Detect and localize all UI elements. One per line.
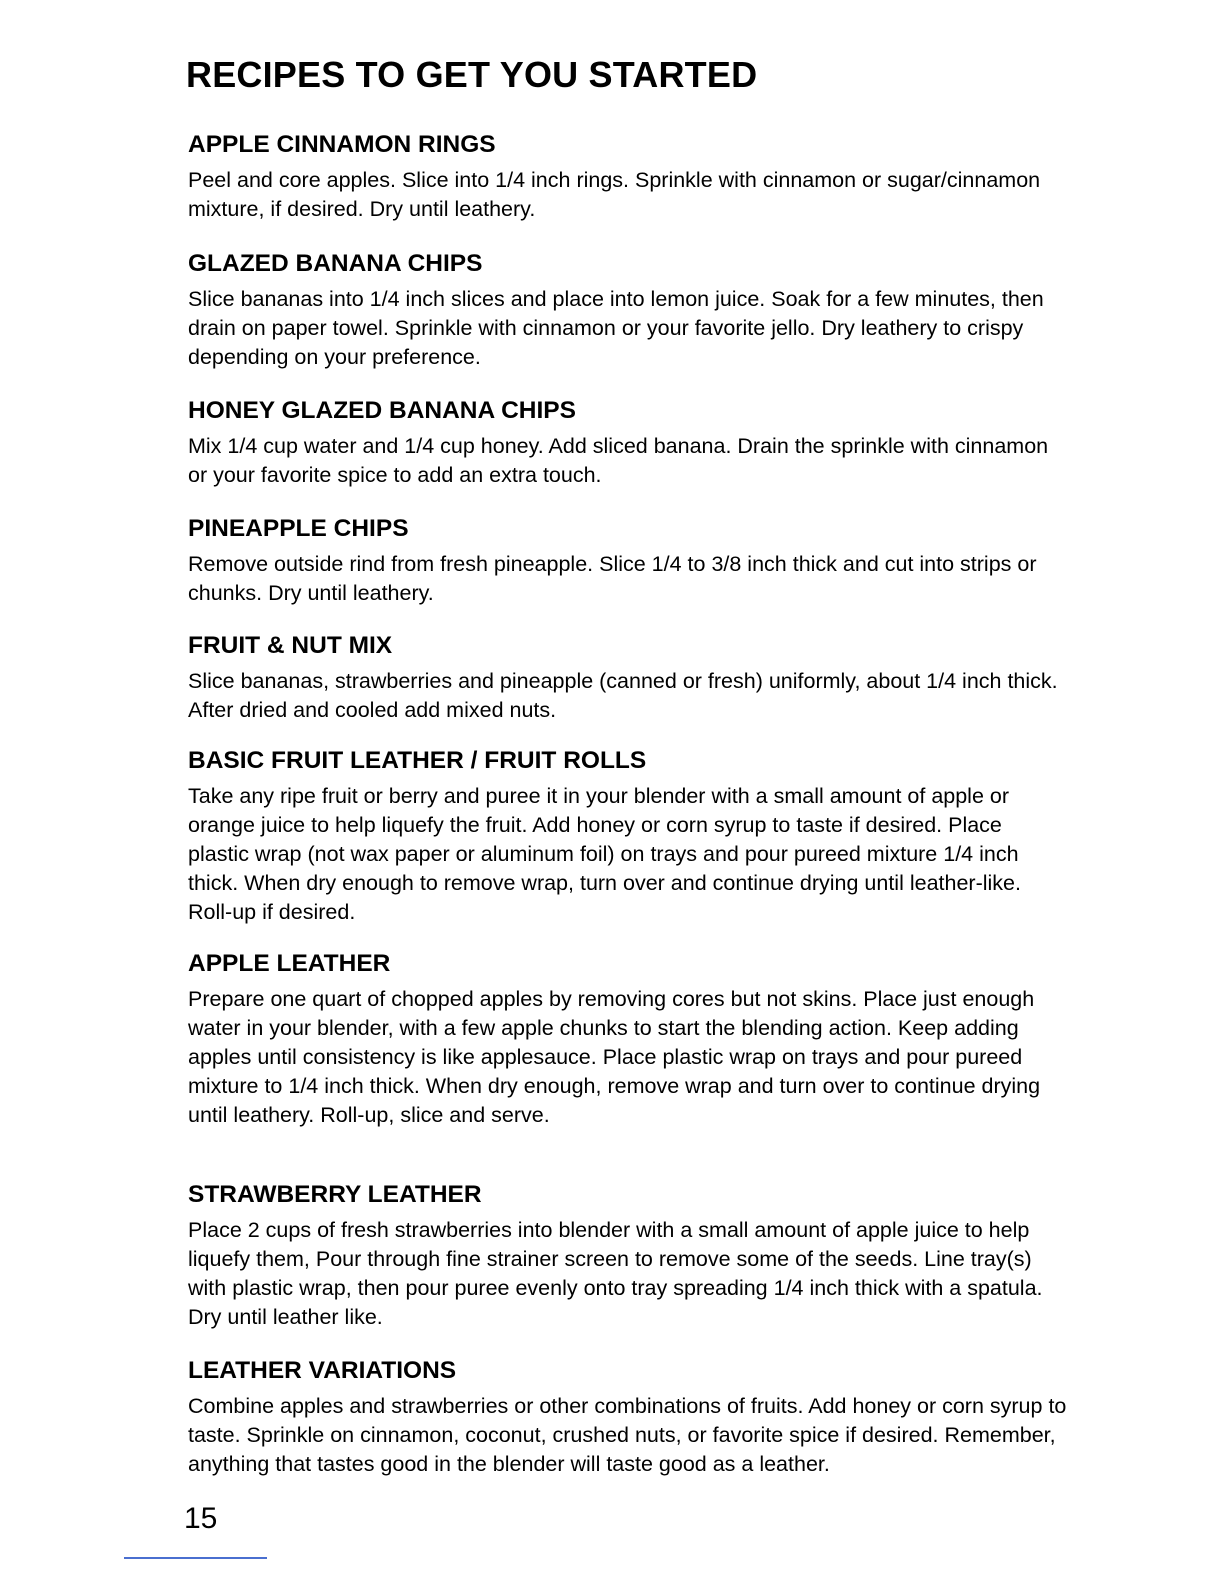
page-number: 15 — [184, 1502, 218, 1535]
recipe-glazed-banana-chips — [188, 249, 1068, 372]
recipe-instructions: Remove outside rind from fresh pineapple. Slice 1/4 to 3/8 inch thick and cut into strips or chunks. Dry until leathery. — [188, 552, 1037, 605]
recipe-basic-fruit-leather — [188, 746, 1068, 927]
recipe-instructions: Slice bananas, strawberries and pineapple (canned or fresh) uniformly, about 1/4 inch thick. After dried and cooled add mixed nuts. — [188, 669, 1058, 722]
recipe-title: BASIC FRUIT LEATHER / FRUIT ROLLS — [188, 747, 647, 774]
recipe-title: FRUIT & NUT MIX — [188, 632, 393, 659]
recipe-title: STRAWBERRY LEATHER — [188, 1181, 482, 1208]
footer-divider — [124, 1557, 267, 1559]
recipe-instructions: Slice bananas into 1/4 inch slices and place into lemon juice. Soak for a few minutes, then drain on paper towel. Sprinkle with cinnamon or your favorite jello. Dry leathery to crispy depending on your preference. — [188, 287, 1044, 369]
recipe-title: PINEAPPLE CHIPS — [188, 515, 409, 542]
recipe-instructions: Place 2 cups of fresh strawberries into blender with a small amount of apple juice to help liquefy them, Pour through fine strainer screen to remove some of the seeds. Line tray(s) with plastic wrap, then pour puree evenly onto tray spreading 1/4 inch thick with a spatula. Dry until leather like. — [188, 1218, 1043, 1329]
recipe-apple-cinnamon-rings — [188, 130, 1068, 224]
page-title: RECIPES TO GET YOU STARTED — [186, 54, 758, 95]
recipe-title: LEATHER VARIATIONS — [188, 1357, 457, 1384]
recipe-title: APPLE LEATHER — [188, 950, 391, 977]
recipe-pineapple-chips — [188, 514, 1068, 608]
recipe-fruit-nut-mix — [188, 631, 1068, 725]
recipe-leather-variations — [188, 1356, 1068, 1479]
recipe-honey-glazed-banana-chips — [188, 396, 1068, 490]
recipe-title: APPLE CINNAMON RINGS — [188, 131, 496, 158]
recipe-instructions: Combine apples and strawberries or other combinations of fruits. Add honey or corn syrup to taste. Sprinkle on cinnamon, coconut, crushed nuts, or favorite spice if desired. Remember, anything that tastes good in the blender will taste good as a leather. — [188, 1394, 1067, 1476]
recipe-title: HONEY GLAZED BANANA CHIPS — [188, 397, 576, 424]
recipe-apple-leather — [188, 949, 1068, 1130]
recipe-instructions: Take any ripe fruit or berry and puree it in your blender with a small amount of apple or orange juice to help liquefy the fruit. Add honey or corn syrup to taste if desired. Place plastic wrap (not wax paper or aluminum foil) on trays and pour pureed mixture 1/4 inch thick. When dry enough to remove wrap, turn over and continue drying until leather-like. Roll-up if desired. — [188, 784, 1021, 924]
recipe-instructions: Mix 1/4 cup water and 1/4 cup honey. Add sliced banana. Drain the sprinkle with cinnamon or your favorite spice to add an extra touch. — [188, 434, 1049, 487]
recipe-instructions: Prepare one quart of chopped apples by removing cores but not skins. Place just enough water in your blender, with a few apple chunks to start the blending action. Keep adding apples until consistency is like applesauce. Place plastic wrap on trays and pour pureed mixture to 1/4 inch thick. When dry enough, remove wrap and turn over to continue drying until leathery. Roll-up, slice and serve. — [188, 987, 1041, 1127]
recipe-instructions: Peel and core apples. Slice into 1/4 inch rings. Sprinkle with cinnamon or sugar/cinnamon mixture, if desired. Dry until leathery. — [188, 168, 1041, 221]
recipe-title: GLAZED BANANA CHIPS — [188, 250, 483, 277]
recipe-strawberry-leather — [188, 1180, 1068, 1332]
